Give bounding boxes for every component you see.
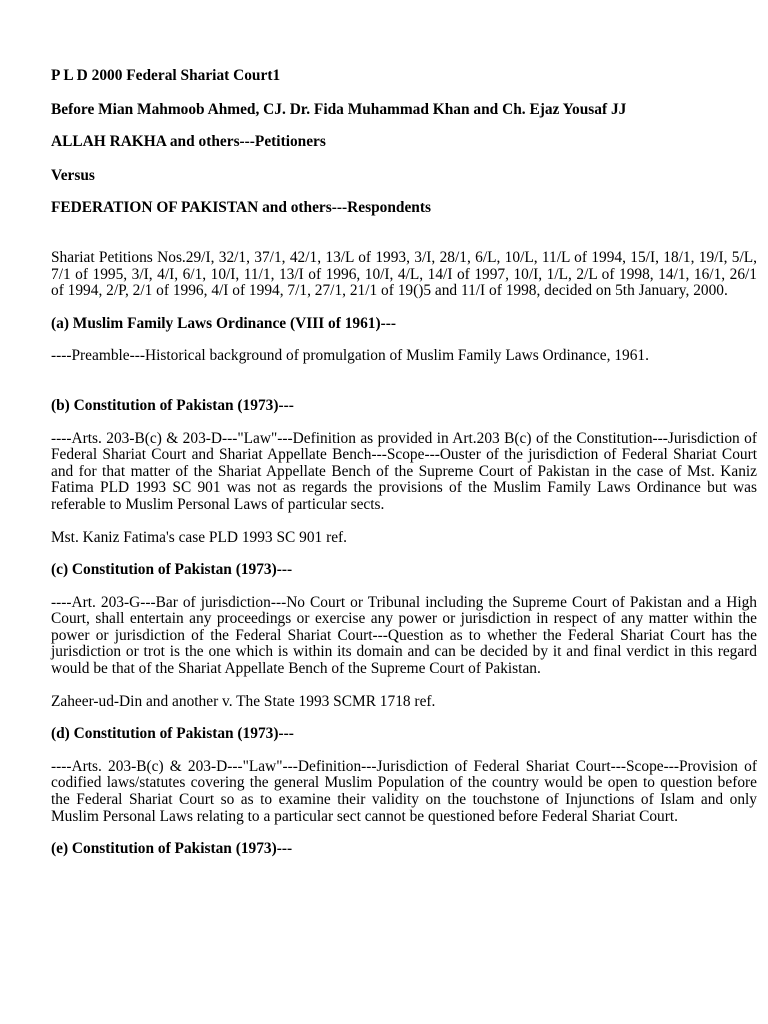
section-heading-a: (a) Muslim Family Laws Ordinance (VIII of 1961)--- [51, 314, 396, 332]
section-heading-c: (c) Constitution of Pakistan (1973)--- [51, 561, 293, 579]
case-citation: P L D 2000 Federal Shariat Court1 [51, 67, 281, 84]
section-ref-b: Mst. Kaniz Fatima's case PLD 1993 SC 901 ref. [51, 528, 348, 546]
section-body-b: ----Arts. 203-B(c) & 203-D---"Law"---Definition as provided in Art.203 B(c) of the Constitution---Jurisdiction of Federal Shariat Court and Shariat Appellate Bench---Scope---Ouster of the jurisdiction of Federal Shariat Court and for that matter of the Shariat Appellate Bench of the Supreme Court of Pakistan in the case of Mst. Kaniz Fatima PLD 1993 SC 901 was not as regards the provisions of the Muslim Family Laws Ordinance but was referable to Muslim Personal Laws of particular sects. [51, 429, 757, 513]
section-body-a: ----Preamble---Historical background of promulgation of Muslim Family Laws Ordinance, 1961. [51, 347, 649, 365]
petitioners-line: ALLAH RAKHA and others---Petitioners [51, 133, 326, 151]
section-ref-c: Zaheer-ud-Din and another v. The State 1993 SCMR 1718 ref. [51, 692, 436, 710]
section-heading-d: (d) Constitution of Pakistan (1973)--- [51, 725, 294, 743]
section-heading-e: (e) Constitution of Pakistan (1973)--- [51, 840, 293, 858]
respondents-line: FEDERATION OF PAKISTAN and others---Respondents [51, 199, 431, 217]
versus-line: Versus [51, 166, 95, 184]
section-heading-b: (b) Constitution of Pakistan (1973)--- [51, 396, 294, 414]
bench-line: Before Mian Mahmoob Ahmed, CJ. Dr. Fida Muhammad Khan and Ch. Ejaz Yousaf JJ [51, 100, 627, 118]
section-body-c: ----Art. 203-G---Bar of jurisdiction---No Court or Tribunal including the Supreme Court of Pakistan and a High Court, shall entertain any proceedings or exercise any power or jurisdiction in respect of any matter within the power or jurisdiction of the Federal Shariat Court---Question as to whether the Federal Shariat Court has the jurisdiction or trot is the one which is within its domain and can be decided by it and final verdict in this regard would be that of the Shariat Appellate Bench of the Supreme Court of Pakistan. [51, 593, 757, 678]
petitions-paragraph: Shariat Petitions Nos.29/I, 32/1, 37/1, 42/1, 13/L of 1993, 3/I, 28/1, 6/L, 10/L, 11/L of 1994, 15/I, 18/1, 19/I, 5/L, 7/1 of 1995, 3/I, 4/I, 6/1, 10/I, 11/1, 13/I of 1996, 10/I, 4/L, 14/I of 1997, 10/I, 1/L, 2/L of 1998, 14/1, 16/1, 26/1 of 1994, 2/P, 2/1 of 1996, 4/I of 1994, 7/1, 27/1, 21/1 of 19()5 and 11/I of 1998, decided on 5th January, 2000. [51, 248, 757, 300]
section-body-d: ----Arts. 203-B(c) & 203-D---"Law"---Definition---Jurisdiction of Federal Shariat Court---Scope---Provision of codified laws/statutes covering the general Muslim Population of the country would be open to question before the Federal Shariat Court so as to examine their validity on the touchstone of Injunctions of Islam and only Muslim Personal Laws relating to a particular sect cannot be questioned before Federal Shariat Court. [51, 757, 757, 825]
document-page [51, 68, 757, 858]
